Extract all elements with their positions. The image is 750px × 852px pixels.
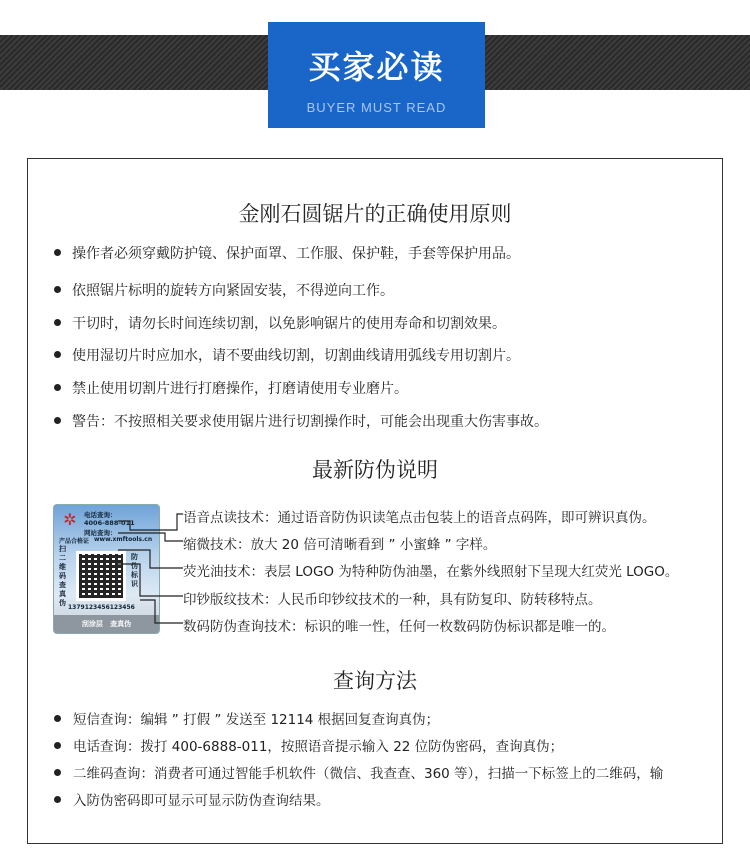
bee-logo-icon: ✲ — [63, 510, 77, 529]
usage-item: 警告：不按照相关要求使用锯片进行切割操作时，可能会出现重大伤害事故。 — [54, 411, 548, 431]
label-web-caption: 网站查询： — [84, 529, 117, 537]
usage-item: 使用湿切片时应加水，请不要曲线切割，切割曲线请用弧线专用切割片。 — [54, 345, 520, 365]
technique-item: 数码防伪查询技术：标识的唯一性，任何一枚数码防伪标识都是唯一的。 — [183, 619, 615, 635]
bullet-icon — [54, 769, 61, 776]
usage-item: 干切时，请勿长时间连续切割，以免影响锯片的使用寿命和切割效果。 — [54, 313, 506, 333]
bullet-icon — [54, 742, 61, 749]
query-item: 电话查询：拨打 400-6888-011，按照语音提示输入 22 位防伪密码，查询真伪； — [54, 735, 563, 755]
label-left-vertical-text: 扫二维码查真伪 — [59, 545, 66, 607]
bullet-icon — [54, 796, 61, 803]
usage-heading: 金刚石圆锯片的正确使用原则 — [238, 202, 512, 226]
query-item: 短信查询：编辑 ” 打假 ” 发送至 12114 根据回复查询真伪； — [54, 708, 439, 728]
technique-item: 印钞版纹技术：人民币印钞纹技术的一种，具有防复印、防转移特点。 — [183, 592, 602, 608]
usage-item: 操作者必须穿戴防护镜、保护面罩、工作服、保护鞋，手套等保护用品。 — [54, 243, 520, 263]
query-heading: 查询方法 — [333, 669, 417, 693]
label-web-url: www.xmftools.cn — [94, 536, 153, 543]
technique-item: 荧光油技术：表层 LOGO 为特种防伪油墨，在紫外线照射下呈现大红荧光 LOGO。 — [183, 564, 679, 580]
bullet-icon — [54, 715, 61, 722]
query-item: 入防伪密码即可显示可显示防伪查询结果。 — [54, 789, 330, 809]
label-serial: 1379123456123456 — [68, 604, 135, 611]
query-item: 二维码查询：消费者可通过智能手机软件（微信、我查查、360 等），扫描一下标签上的二维码，输 — [54, 762, 663, 782]
page-subtitle: BUYER MUST READ — [306, 100, 447, 115]
page-title: 买家必读 — [308, 48, 445, 86]
anticounterfeit-heading: 最新防伪说明 — [312, 458, 438, 482]
label-product-tag: 产品合格证 — [59, 538, 90, 545]
label-phone-caption: 电话查询： — [84, 511, 117, 519]
usage-item: 依照锯片标明的旋转方向紧固安装，不得逆向工作。 — [54, 280, 394, 300]
label-scratch-strip: 刮涂层 查真伪 — [54, 615, 159, 633]
label-right-vertical-text: 防伪标识 — [131, 553, 138, 588]
technique-item: 缩微技术：放大 20 倍可清晰看到 ” 小蜜蜂 ” 字样。 — [183, 537, 497, 553]
label-phone-number: 4006-888-011 — [84, 519, 135, 527]
usage-item: 禁止使用切割片进行打磨操作，打磨请使用专业磨片。 — [54, 378, 408, 398]
technique-item: 语音点读技术：通过语音防伪识读笔点击包装上的语音点码阵，即可辨识真伪。 — [183, 510, 656, 526]
